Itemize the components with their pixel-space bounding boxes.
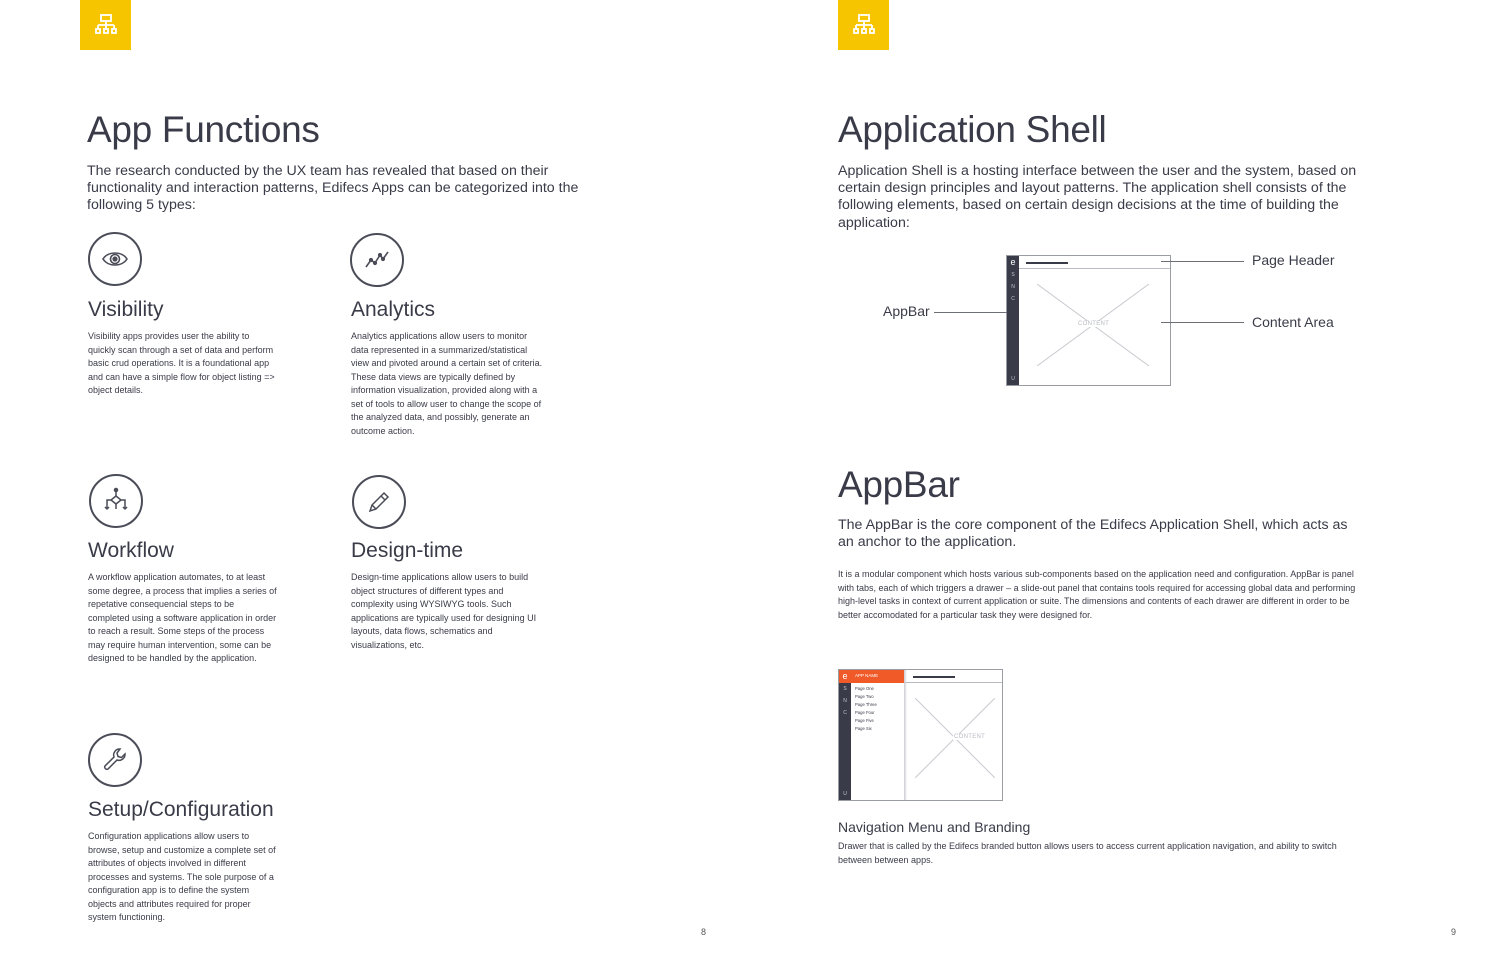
drawer-page-item: Page Two: [855, 694, 874, 699]
appbar-nav-item: S: [843, 686, 847, 692]
function-title-design-time: Design-time: [351, 539, 464, 562]
eye-icon: [88, 232, 142, 286]
appbar-intro: The AppBar is the core component of the Edifecs Application Shell, which acts as an anchor to the application.: [838, 517, 1348, 551]
pencil-icon: [352, 475, 406, 529]
page-number: 8: [701, 927, 707, 937]
navigation-menu-title: Navigation Menu and Branding: [838, 819, 1031, 835]
intro-text: The research conducted by the UX team has revealed that based on their functionality and interaction patterns, Edifecs Apps can be categorized into the following 5 types:: [87, 163, 579, 214]
appbar-nav-item: N: [1011, 284, 1015, 290]
drawer-page-item: Page Five: [855, 718, 874, 723]
drawer-page-item: Page Six: [855, 726, 872, 731]
appbar-strip: [839, 670, 851, 800]
function-title-visibility: Visibility: [88, 298, 164, 321]
function-text-workflow: A workflow application automates, to at least some degree, a process that implies a series of repetative consequencial steps to be completed using a software application in order to reach a result. Some steps of the process may require human intervention, some can be designed to be handled by the application.: [88, 572, 277, 663]
sitemap-icon: [80, 0, 131, 50]
app-name: APP NAME: [855, 673, 879, 678]
right-page: [750, 0, 1500, 971]
header-title-line: [1026, 262, 1068, 264]
function-title-workflow: Workflow: [88, 539, 174, 562]
appbar-label: AppBar: [883, 303, 930, 319]
page-header-label: Page Header: [1252, 252, 1335, 268]
drawer-page-item: Page One: [855, 686, 874, 691]
application-shell-diagram: [1006, 255, 1171, 386]
drawer-page-item: Page Three: [855, 702, 877, 707]
appbar-strip: [1007, 256, 1019, 385]
navigation-menu-text: Drawer that is called by the Edifecs branded button allows users to access current application navigation, and ability to switch between between apps.: [838, 841, 1337, 865]
page-header-callout-line: [1161, 261, 1244, 262]
edifecs-logo: e: [842, 671, 848, 681]
drawer-header: [851, 670, 904, 683]
trend-line-icon: [350, 233, 404, 287]
function-text-visibility: Visibility apps provides user the ability to quickly scan through a set of data and perform basic crud operations. It is a foundational app and can have a simple flow for object listing => object details.: [88, 331, 275, 395]
function-text-design-time: Design-time applications allow users to build object structures of different types and complexity using WYSIWYG tools. Such applications are typically used for designing UI layouts, data flows, schematics and visualizations, etc.: [351, 572, 537, 650]
appbar-nav-item: C: [843, 710, 847, 716]
function-title-setup-configuration: Setup/Configuration: [88, 798, 274, 821]
content-label: CONTENT: [1078, 321, 1110, 327]
appbar-user-item: U: [843, 791, 847, 797]
header-separator: [1019, 268, 1170, 269]
appbar-callout-line: [934, 312, 1007, 313]
page-title: App Functions: [87, 109, 320, 150]
navigation-drawer-diagram: [838, 669, 1003, 801]
header-title-line: [913, 676, 955, 678]
content-area-label: Content Area: [1252, 314, 1334, 330]
appbar-title: AppBar: [838, 464, 960, 505]
drawer-page-item: Page Four: [855, 710, 875, 715]
sitemap-icon: [838, 0, 889, 50]
drawer-shadow: [904, 670, 907, 800]
shell-intro: Application Shell is a hosting interface between the user and the system, based on certain design principles and layout patterns. The application shell consists of the following elements, based on certain design decisions at the time of building the application:: [838, 163, 1357, 231]
header-separator: [905, 682, 1002, 683]
appbar-user-item: U: [1011, 376, 1015, 382]
appbar-nav-item: C: [1011, 296, 1015, 302]
function-title-analytics: Analytics: [351, 298, 436, 321]
flow-diagram-icon: [89, 474, 143, 528]
content-label: CONTENT: [954, 734, 986, 740]
navigation-drawer: [851, 670, 905, 800]
appbar-description: It is a modular component which hosts various sub-components based on the application need and configuration. AppBar is panel with tabs, each of which triggers a drawer – a slide-out panel that contains tools required for accessing global data and performing high-level tasks in context of current application or suite. The dimensions and contents of each drawer are different in order to be better accomodated for a particular task they were designed for.: [838, 569, 1356, 620]
function-text-analytics: Analytics applications allow users to monitor data represented in a summarized/statistical view and pivoted around a certain set of criteria. These data views are typically defined by information visualization, provided along with a set of tools to allow user to change the scope of the analyzed data, and possibly, generate an outcome action.: [351, 331, 543, 436]
edifecs-logo: e: [1010, 257, 1016, 267]
wrench-icon: [88, 733, 142, 787]
appbar-nav-item: N: [843, 698, 847, 704]
appbar-nav-item: S: [1011, 272, 1015, 278]
content-area-callout-line: [1161, 322, 1244, 323]
shell-title: Application Shell: [838, 109, 1107, 150]
page-number: 9: [1451, 927, 1457, 937]
function-text-setup-configuration: Configuration applications allow users to browse, setup and customize a complete set of attributes of objects involved in different processes and systems. The sole purpose of a configuration app is to define the system objects and attributes required for proper system functioning.: [88, 831, 276, 922]
